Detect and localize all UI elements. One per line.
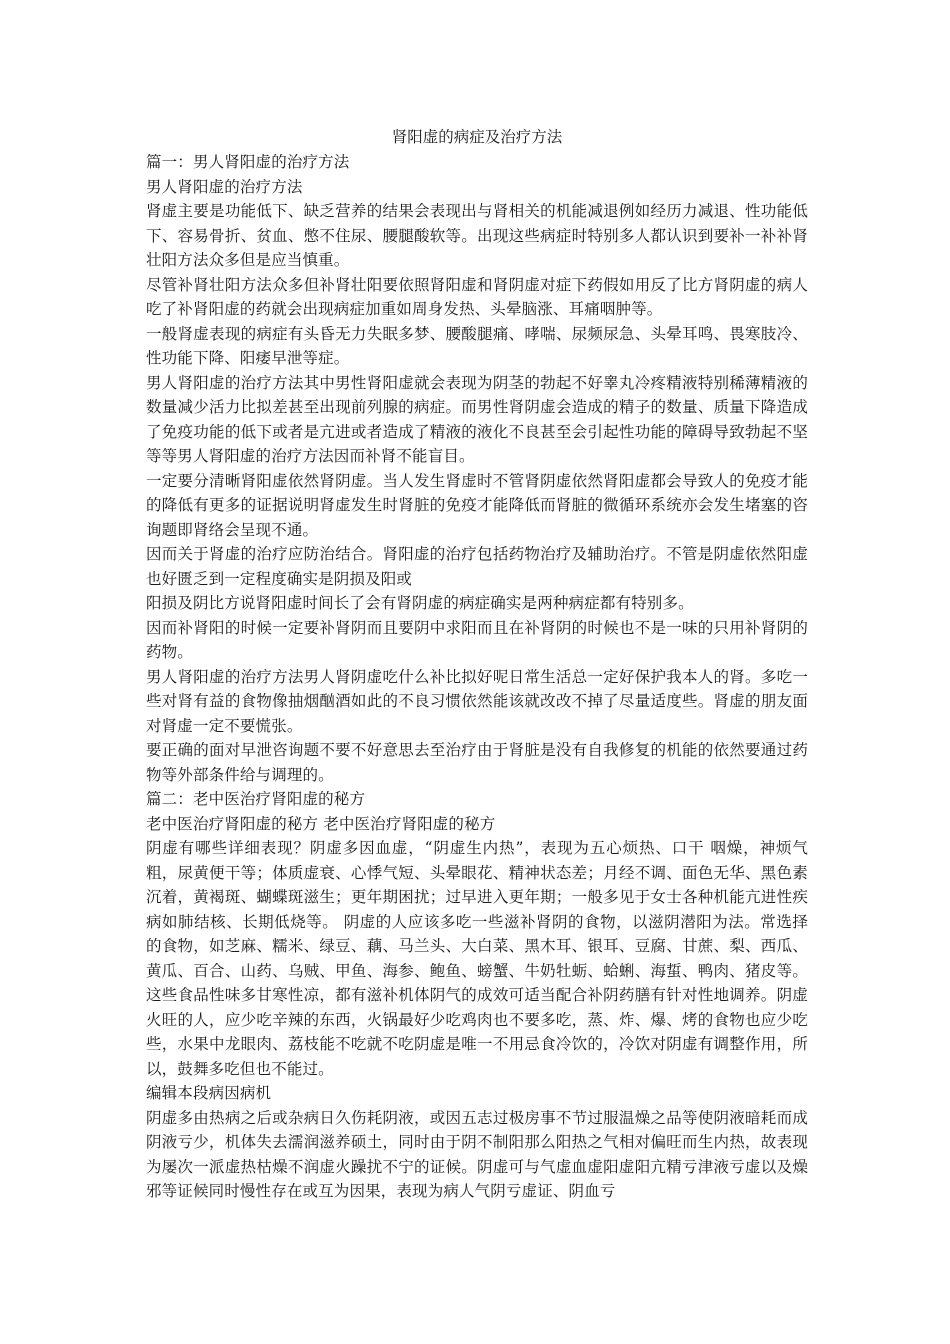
paragraph: 肾虚主要是功能低下、缺乏营养的结果会表现出与肾相关的机能减退例如经历力减退、性功能低下、容易骨折、贫血、憋不住尿、腰腿酸软等。出现这些病症时特别多人都认识到要补一补补肾壮阳方法众多但是应当慎重。 bbox=[146, 202, 808, 269]
paragraph: 因而关于肾虚的治疗应防治结合。肾阳虚的治疗包括药物治疗及辅助治疗。不管是阴虚依然阳虚也好匮乏到一定程度确实是阴损及阳或 bbox=[146, 545, 808, 588]
paragraph: 尽管补肾壮阳方法众多但补肾壮阳要依照肾阳虚和肾阴虚对症下药假如用反了比方肾阴虚的病人吃了补肾阳虚的药就会出现病症加重如周身发热、头晕脑涨、耳痛咽肿等。 bbox=[146, 275, 808, 318]
paragraph: 一定要分清晰肾阳虚依然肾阴虚。当人发生肾虚时不管肾阴虚依然肾阳虚都会导致人的免疫才能的降低有更多的证据说明肾虚发生时肾脏的免疫才能降低而肾脏的微循环系统亦会发生堵塞的咨询题即肾络会呈现不通。 bbox=[146, 471, 808, 539]
document-page bbox=[146, 126, 808, 1204]
subheading-2: 老中医治疗肾阳虚的秘方 老中医治疗肾阳虚的秘方 bbox=[146, 814, 496, 833]
paragraph: 阴虚多由热病之后或杂病日久伤耗阴液，或因五志过极房事不节过服温燥之品等使阴液暗耗而成阴液亏少，机体失去濡润滋养硕土，同时由于阴不制阳那么阳热之气相对偏旺而生内热，故表现为屡次一派虚热枯燥不润虚火躁扰不宁的证候。阴虚可与气虚血虚阳虚阳亢精亏津液亏虚以及燥邪等证候同时慢性存在或互为因果，表现为病人气阴亏虚证、阴血亏 bbox=[146, 1108, 808, 1200]
subheading-3: 编辑本段病因病机 bbox=[146, 1084, 272, 1102]
paragraph: 要正确的面对早泄咨询题不要不好意思去至治疗由于肾脏是没有自我修复的机能的依然要通过药物等外部条件给与调理的。 bbox=[146, 741, 808, 784]
section-heading-1: 篇一：男人肾阳虚的治疗方法 bbox=[146, 153, 350, 171]
document-title: 肾阳虚的病症及治疗方法 bbox=[391, 128, 563, 146]
paragraph: 男人肾阳虚的治疗方法男人肾阴虚吃什么补比拟好呢日常生活总一定好保护我本人的肾。多吃一些对肾有益的食物像抽烟酗酒如此的不良习惯依然能该就改改不掉了尽量适度些。肾虚的朋友面对肾虚一定不要慌张。 bbox=[146, 667, 808, 735]
paragraph: 阴虚有哪些详细表现？阴虚多因血虚，“阴虚生内热”，表现为五心烦热、口干 咽燥，神烦气粗，尿黄便干等；体质虚衰、心悸气短、头晕眼花、精神状态差；月经不调、面色无华、黑色素沉着，黄褐斑、蝴蝶斑滋生；更年期困扰；过早进入更年期；一般多见于女士各种机能亢进性疾病如肺结核、长期低烧等。 阴虚的人应该多吃一些滋补肾阴的食物，以滋阴潜阳为法。常选择的食物，如芝麻、糯米、绿豆、藕、马兰头、大白菜、黑木耳、银耳、豆腐、甘蔗、梨、西瓜、黄瓜、百合、山药、乌贼、甲鱼、海参、鲍鱼、螃蟹、牛奶牡蛎、蛤蜊、海蜇、鸭肉、猪皮等。这些食品性味多甘寒性凉，都有滋补机体阴气的成效可适当配合补阴药膳有针对性地调养。阴虚火旺的人，应少吃辛辣的东西，火锅最好少吃鸡肉也不要多吃，蒸、炸、爆、烤的食物也应少吃些，水果中龙眼肉、荔枝能不吃就不吃阴虚是唯一不用忌食冷饮的，冷饮对阴虚有调整作用，所以，鼓舞多吃但也不能过。 bbox=[146, 839, 808, 1078]
subheading-1: 男人肾阳虚的治疗方法 bbox=[146, 177, 303, 196]
paragraph: 男人肾阳虚的治疗方法其中男性肾阳虚就会表现为阴茎的勃起不好睾丸冷疼精液特别稀薄精液的数量减少活力比拟差甚至出现前列腺的病症。而男性肾阴虚会造成的精子的数量、质量下降造成了免疫功能的低下或者是亢进或者造成了精液的液化不良甚至会引起性功能的障碍导致勃起不坚等等男人肾阳虚的治疗方法因而补肾不能盲目。 bbox=[146, 373, 808, 465]
paragraph: 阳损及阴比方说肾阳虚时间长了会有肾阴虚的病症确实是两种病症都有特别多。 bbox=[146, 594, 694, 612]
section-heading-2: 篇二：老中医治疗肾阳虚的秘方 bbox=[146, 790, 366, 808]
paragraph: 因而补肾阳的时候一定要补肾阴而且要阴中求阳而且在补肾阴的时候也不是一味的只用补肾阴的药物。 bbox=[146, 618, 808, 661]
paragraph: 一般肾虚表现的病症有头昏无力失眠多梦、腰酸腿痛、哮喘、尿频尿急、头晕耳鸣、畏寒肢冷、性功能下降、阳痿早泄等症。 bbox=[146, 324, 808, 367]
